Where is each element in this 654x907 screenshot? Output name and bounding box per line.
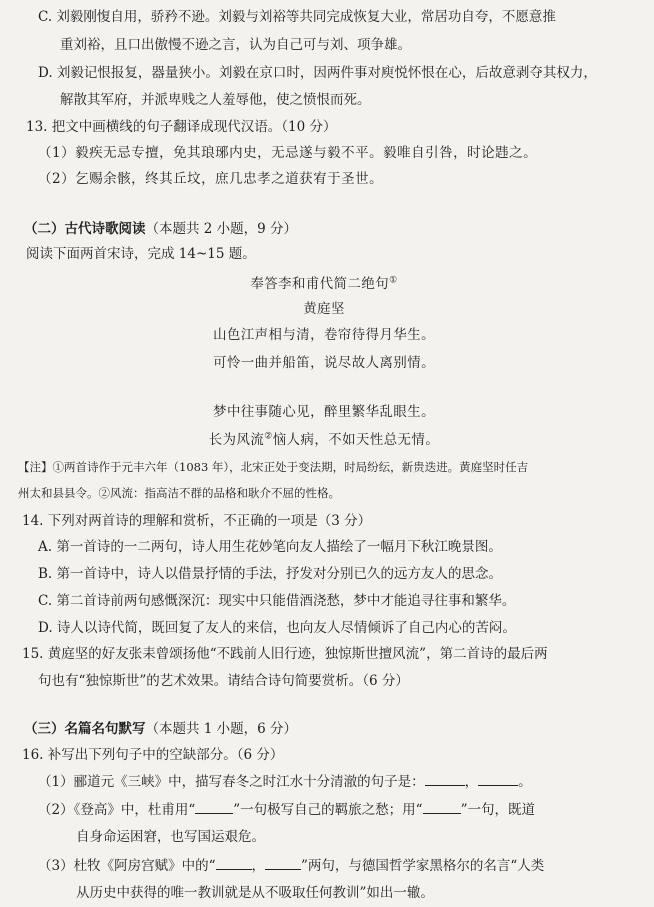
section2-intro: 阅读下面两首宋诗，完成 14~15 题。 bbox=[26, 246, 256, 262]
q16-item2-line1 bbox=[38, 801, 535, 819]
poem1-line1: 山色江声相与清，卷帘待得月华生。 bbox=[213, 327, 436, 343]
poem-title-text: 奉答李和甫代简二绝句 bbox=[250, 276, 390, 292]
poem-note-marker: ① bbox=[389, 275, 398, 286]
q12-option-d-line2: 解散其军府，并派卑贱之人羞辱他，使之愤恨而死。 bbox=[60, 92, 371, 108]
q16-item3-line1 bbox=[38, 857, 544, 875]
q16-item2-text-a: （2）《登高》中，杜甫用“ bbox=[38, 802, 196, 818]
q16-item3-separator: ， bbox=[251, 858, 265, 874]
q15-line2: 句也有“独惊斯世”的艺术效果。请结合诗句简要赏析。（6 分） bbox=[38, 673, 409, 689]
section2-heading bbox=[24, 220, 297, 238]
q16-item1-text: （1）郦道元《三峡》中，描写春冬之时江水十分清澈的句子是： bbox=[38, 774, 425, 790]
q13-sentence-2: （2）乞赐余骸，终其丘坟，庶几忠孝之道获宥于圣世。 bbox=[38, 171, 384, 187]
q16-item1-end: 。 bbox=[518, 774, 532, 790]
q12-option-d-line1: D. 刘毅记恨报复，器量狭小。刘毅在京口时，因两件事对庾悦怀恨在心，后故意剥夺其权力， bbox=[38, 65, 597, 81]
q12-option-c-line2: 重刘裕，且口出傲慢不逊之言，认为自己可与刘、项争雄。 bbox=[60, 37, 411, 53]
q16-item2-blank2[interactable] bbox=[423, 801, 461, 814]
q12-option-c-line1: C. 刘毅刚愎自用，骄矜不逊。刘毅与刘裕等共同完成恢复大业，常居功自夸，不愿意推 bbox=[38, 9, 556, 25]
q14-option-b: B. 第一首诗中，诗人以借景抒情的手法，抒发对分别已久的远方友人的思念。 bbox=[38, 566, 503, 582]
poem2-line2-end: 恼人病，不如天性总无情。 bbox=[272, 432, 440, 448]
q13-sentence-1: （1）毅疾无忌专擅，免其琅琊内史，无忌遂与毅不平。毅唯自引咎，时论韪之。 bbox=[38, 145, 538, 161]
section3-heading bbox=[24, 720, 297, 738]
q16-item1-blank1[interactable] bbox=[425, 773, 465, 786]
q16-item1-separator: ， bbox=[464, 774, 479, 790]
q16-stem: 16. 补写出下列句子中的空缺部分。（6 分） bbox=[22, 747, 284, 763]
q14-option-d: D. 诗人以诗代简，既回复了友人的来信，也向友人尽情倾诉了自己内心的苦闷。 bbox=[38, 620, 516, 636]
q16-item2-line2: 自身命运困窘，也写国运艰危。 bbox=[76, 829, 265, 845]
q14-option-a: A. 第一首诗的一二两句，诗人用生花妙笔向友人描绘了一幅月下秋江晚景图。 bbox=[38, 539, 502, 555]
poem1-line2: 可怜一曲并船笛，说尽故人离别情。 bbox=[213, 355, 436, 371]
q14-option-c: C. 第二首诗前两句感慨深沉：现实中只能借酒浇愁，梦中才能追寻往事和繁华。 bbox=[38, 593, 516, 609]
q13-stem: 13. 把文中画横线的句子翻译成现代汉语。（10 分） bbox=[26, 119, 337, 135]
q16-item3-blank1[interactable] bbox=[216, 857, 252, 870]
poem2-line2-start: 长为风流 bbox=[208, 432, 265, 448]
q16-item2-text-b: ”一句极写自己的羁旅之愁；用“ bbox=[233, 802, 423, 818]
poem-author: 黄庭坚 bbox=[303, 301, 345, 317]
q16-item3-text-c: ”两句，与德国哲学家黑格尔的名言“人类 bbox=[301, 858, 545, 874]
section2-meta: （本题共 2 小题，9 分） bbox=[145, 221, 298, 237]
q16-item2-text-c: ”一句，既道 bbox=[460, 802, 535, 818]
section3-title: （三）名篇名句默写 bbox=[24, 721, 146, 737]
poem2-line2 bbox=[0, 431, 648, 449]
q15-line1: 15. 黄庭坚的好友张耒曾颂扬他“不践前人旧行迹，独惊斯世擅风流”，第二首诗的最后两 bbox=[22, 646, 548, 662]
q16-item1-blank2[interactable] bbox=[478, 773, 518, 786]
q16-item3-line2: 从历史中获得的唯一教训就是从不吸取任何教训”如出一辙。 bbox=[76, 885, 434, 901]
q16-item3-blank2[interactable] bbox=[265, 857, 301, 870]
section2-title: （二）古代诗歌阅读 bbox=[24, 221, 146, 237]
q16-item3-text-a: （3）杜牧《阿房宫赋》中的“ bbox=[38, 858, 216, 874]
poem-note-line2: 州太和县县令。②风流：指高洁不群的品格和耿介不屈的性格。 bbox=[18, 486, 340, 500]
q16-item2-blank1[interactable] bbox=[195, 801, 233, 814]
poem-note-line1: 【注】①两首诗作于元丰六年（1083 年），北宋正处于变法期，时局纷纭，新贵迭进。黄庭坚时任吉 bbox=[18, 460, 529, 474]
q14-stem: 14. 下列对两首诗的理解和赏析，不正确的一项是（3 分） bbox=[22, 513, 372, 529]
section3-meta: （本题共 1 小题，6 分） bbox=[145, 721, 298, 737]
poem2-line1: 梦中往事随心见，醉里繁华乱眼生。 bbox=[213, 404, 436, 420]
poem-title bbox=[0, 275, 648, 293]
q16-item1 bbox=[38, 773, 532, 791]
poem2-note-marker: ② bbox=[264, 431, 273, 442]
